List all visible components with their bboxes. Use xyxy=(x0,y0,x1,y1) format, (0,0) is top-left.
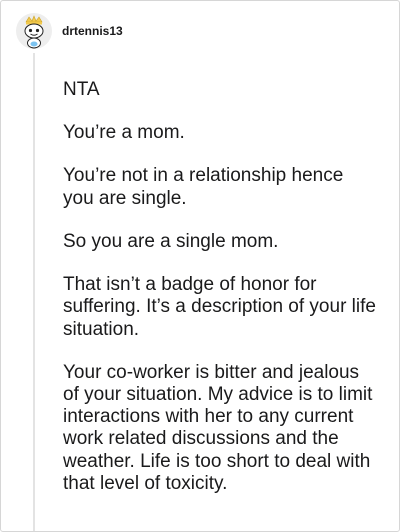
thread-line[interactable] xyxy=(33,53,35,531)
comment-paragraph: You’re a mom. xyxy=(63,122,185,144)
comment-paragraph: That isn’t a badge of honor for suffering. It’s a description of your life situation. xyxy=(63,274,376,340)
snoo-avatar-icon[interactable] xyxy=(16,13,52,49)
comment-header xyxy=(16,13,123,49)
comment-username[interactable]: drtennis13 xyxy=(62,24,123,38)
comment-paragraph: NTA xyxy=(63,79,100,100)
comment-paragraph: So you are a single mom. xyxy=(63,230,279,252)
comment-body xyxy=(63,79,377,516)
comment-paragraph: You’re not in a relationship hence you are single. xyxy=(63,165,344,209)
comment-paragraph: Your co-worker is bitter and jealous of your situation. My advice is to limit interactions with her to any current work related discussions and the weather. Life is too short to deal with that level of toxicity. xyxy=(63,361,373,494)
